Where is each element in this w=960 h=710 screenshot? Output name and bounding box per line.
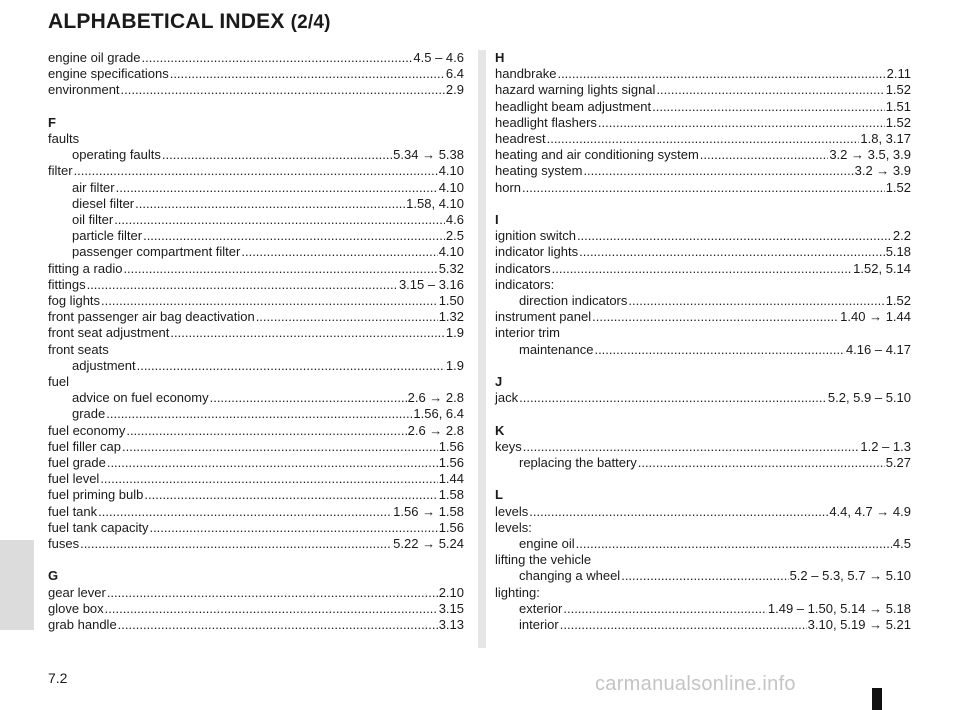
entry-text: fuel economy [48, 422, 126, 438]
dot-leader [592, 309, 839, 325]
spacer [495, 471, 911, 487]
entry-text: passenger compartment filter [72, 244, 241, 260]
entry-text: heating and air conditioning system [495, 147, 699, 163]
index-entry [495, 244, 911, 260]
entry-page-reference: 1.58 [438, 487, 464, 503]
dot-leader [579, 244, 885, 260]
entry-text: fog lights [48, 293, 101, 309]
dot-leader [522, 180, 885, 196]
dot-leader [577, 228, 892, 244]
entry-page-reference: 1.56 [438, 438, 464, 454]
entry-text: heating system [495, 163, 583, 179]
entry-page-reference: 1.40 → 1.44 [840, 309, 911, 325]
entry-text: exterior [519, 600, 563, 616]
dot-leader [638, 455, 885, 471]
dot-leader [210, 390, 407, 406]
entry-text: fuel grade [48, 455, 106, 471]
entry-text: fuel filler cap [48, 438, 121, 454]
entry-text: ignition switch [495, 228, 576, 244]
entry-page-reference: 1.56 → 1.58 [393, 503, 464, 519]
entry-page-reference: 1.8, 3.17 [860, 131, 911, 147]
entry-text: hazard warning lights signal [495, 82, 656, 98]
index-subentry [495, 342, 911, 358]
entry-page-reference: 2.9 [445, 82, 464, 98]
entry-text: fuel tank capacity [48, 519, 149, 535]
index-letter-heading: K [495, 422, 505, 438]
index-entry [48, 163, 464, 179]
dot-leader [122, 439, 438, 455]
entry-text: adjustment [72, 357, 136, 373]
dot-leader [523, 439, 860, 455]
entry-text: diesel filter [72, 195, 135, 211]
dot-leader [118, 617, 438, 633]
entry-text: horn [495, 179, 522, 195]
dot-leader [101, 293, 438, 309]
index-term: levels: [495, 519, 532, 535]
entry-text: filter [48, 163, 73, 179]
index-entry [48, 601, 464, 617]
index-letter-heading: F [48, 114, 56, 130]
index-subentry [48, 358, 464, 374]
dot-leader [80, 536, 392, 552]
entry-page-reference: 1.52 [885, 179, 911, 195]
entry-text: front passenger air bag deactivation [48, 309, 255, 325]
index-subentry [48, 228, 464, 244]
entry-page-reference: 5.27 [885, 455, 911, 471]
index-column-left [48, 50, 464, 633]
index-subentry [495, 536, 911, 552]
dot-leader [143, 228, 445, 244]
index-entry [48, 50, 464, 66]
entry-text: gear lever [48, 584, 106, 600]
entry-text: engine oil [519, 536, 575, 552]
dot-leader [594, 342, 844, 358]
dot-leader [137, 358, 445, 374]
index-entry [495, 180, 911, 196]
dot-leader [170, 66, 445, 82]
index-entry [48, 504, 464, 520]
index-subentry [495, 568, 911, 584]
watermark: carmanualsonline.info [595, 673, 796, 695]
page-title [48, 10, 331, 34]
entry-text: oil filter [72, 212, 114, 228]
index-entry [48, 471, 464, 487]
dot-leader [100, 471, 437, 487]
index-term: faults [48, 131, 80, 146]
index-term: fuel [48, 374, 69, 390]
dot-leader [560, 617, 807, 633]
index-subentry [495, 293, 911, 309]
dot-leader [121, 82, 445, 98]
entry-text: operating faults [72, 147, 161, 163]
entry-page-reference: 4.5 [892, 536, 911, 552]
index-term: lighting: [495, 584, 540, 600]
entry-text: jack [495, 390, 519, 406]
entry-text: grade [72, 406, 106, 422]
index-column-right [495, 50, 911, 633]
entry-page-reference: 3.15 – 3.16 [398, 276, 464, 292]
entry-text: fuel tank [48, 503, 98, 519]
entry-text: fuses [48, 536, 80, 552]
index-entry [48, 455, 464, 471]
dot-leader [621, 568, 788, 584]
dot-leader [123, 261, 437, 277]
dot-leader [135, 196, 405, 212]
entry-page-reference: 1.58, 4.10 [406, 195, 464, 211]
index-entry [48, 293, 464, 309]
entry-text: direction indicators [519, 293, 628, 309]
index-entry [495, 228, 911, 244]
index-entry [495, 147, 911, 163]
index-entry [48, 82, 464, 98]
index-entry [495, 163, 911, 179]
page-title-text: ALPHABETICAL INDEX [48, 10, 285, 33]
entry-page-reference: 1.2 – 1.3 [860, 438, 911, 454]
dot-leader [557, 66, 885, 82]
entry-text: headlight beam adjustment [495, 98, 652, 114]
spacer [495, 406, 911, 422]
entry-text: headrest [495, 131, 546, 147]
index-letter-heading: J [495, 374, 503, 390]
index-term: interior trim [495, 325, 561, 341]
entry-page-reference: 2.5 [445, 228, 464, 244]
dot-leader [241, 244, 437, 260]
spacer [495, 358, 911, 374]
entry-text: fitting a radio [48, 260, 123, 276]
index-subentry [48, 244, 464, 260]
entry-page-reference: 5.22 → 5.24 [393, 536, 464, 552]
dot-leader [256, 309, 438, 325]
index-entry [48, 277, 464, 293]
index-entry [495, 390, 911, 406]
index-entry [48, 520, 464, 536]
entry-page-reference: 1.56, 6.4 [413, 406, 464, 422]
dot-leader [519, 390, 827, 406]
column-divider [478, 50, 486, 648]
index-entry [48, 617, 464, 633]
index-entry [495, 99, 911, 115]
entry-text: environment [48, 82, 120, 98]
entry-page-reference: 1.56 [438, 455, 464, 471]
index-entry [495, 66, 911, 82]
entry-text: particle filter [72, 228, 143, 244]
index-term: indicators: [495, 276, 555, 292]
entry-page-reference: 4.4, 4.7 → 4.9 [829, 503, 911, 519]
entry-page-reference: 4.10 [438, 244, 464, 260]
entry-page-reference: 2.6 → 2.8 [407, 422, 464, 438]
index-letter-heading: G [48, 568, 59, 584]
entry-text: changing a wheel [519, 568, 621, 584]
entry-page-reference: 6.4 [445, 66, 464, 82]
index-subentry [48, 196, 464, 212]
index-subentry [48, 212, 464, 228]
dot-leader [126, 423, 406, 439]
index-entry [48, 585, 464, 601]
index-letter-heading: L [495, 487, 503, 503]
entry-page-reference: 5.34 → 5.38 [393, 147, 464, 163]
dot-leader [144, 487, 437, 503]
index-term: lifting the vehicle [495, 552, 592, 568]
entry-page-reference: 1.52 [885, 114, 911, 130]
entry-page-reference: 2.6 → 2.8 [407, 390, 464, 406]
entry-page-reference: 1.50 [438, 293, 464, 309]
entry-page-reference: 3.2 → 3.9 [854, 163, 911, 179]
index-entry [48, 66, 464, 82]
index-entry [495, 261, 911, 277]
index-entry [495, 82, 911, 98]
index-letter-heading: I [495, 212, 499, 228]
entry-page-reference: 1.51 [885, 98, 911, 114]
index-subentry [48, 390, 464, 406]
spacer [48, 552, 464, 568]
entry-page-reference: 4.6 [445, 212, 464, 228]
page-number: 7.2 [48, 670, 68, 686]
dot-leader [547, 131, 860, 147]
dot-leader [170, 325, 445, 341]
entry-text: engine oil grade [48, 50, 141, 65]
entry-page-reference: 2.2 [892, 228, 911, 244]
entry-page-reference: 5.32 [438, 260, 464, 276]
dot-leader [106, 406, 412, 422]
dot-leader [628, 293, 884, 309]
dot-leader [105, 601, 438, 617]
index-entry [48, 439, 464, 455]
spacer [495, 196, 911, 212]
entry-page-reference: 4.5 – 4.6 [413, 50, 464, 65]
index-entry [495, 439, 911, 455]
index-subentry [48, 147, 464, 163]
entry-text: levels [495, 503, 529, 519]
entry-page-reference: 1.9 [445, 325, 464, 341]
entry-page-reference: 3.15 [438, 600, 464, 616]
entry-text: engine specifications [48, 66, 169, 82]
entry-text: replacing the battery [519, 455, 637, 471]
index-term: front seats [48, 341, 109, 357]
entry-text: instrument panel [495, 309, 592, 325]
index-entry [48, 309, 464, 325]
dot-leader [74, 163, 438, 179]
dot-leader [162, 147, 392, 163]
spacer [48, 99, 464, 115]
entry-page-reference: 5.2 – 5.3, 5.7 → 5.10 [789, 568, 911, 584]
section-tab-marker [0, 540, 34, 630]
page-title-part: (2/4) [290, 12, 331, 33]
entry-text: fittings [48, 276, 86, 292]
dot-leader [700, 147, 829, 163]
entry-text: headlight flashers [495, 114, 597, 130]
entry-text: glove box [48, 600, 104, 616]
entry-page-reference: 1.52 [885, 293, 911, 309]
dot-leader [563, 601, 767, 617]
dot-leader [149, 520, 437, 536]
index-entry [48, 325, 464, 341]
entry-page-reference: 4.10 [438, 163, 464, 179]
index-entry [495, 115, 911, 131]
index-subentry [495, 617, 911, 633]
entry-page-reference: 2.10 [438, 584, 464, 600]
entry-text: handbrake [495, 66, 557, 82]
index-subentry [48, 180, 464, 196]
entry-text: front seat adjustment [48, 325, 170, 341]
dot-leader [598, 115, 885, 131]
entry-page-reference: 1.44 [438, 471, 464, 487]
dot-leader [98, 504, 392, 520]
entry-page-reference: 2.11 [886, 66, 911, 82]
entry-text: interior [519, 617, 559, 633]
index-entry [48, 423, 464, 439]
index-letter-heading: H [495, 50, 505, 65]
dot-leader [114, 212, 445, 228]
entry-text: air filter [72, 179, 115, 195]
corner-mark [872, 688, 882, 710]
dot-leader [87, 277, 398, 293]
entry-text: advice on fuel economy [72, 390, 209, 406]
index-entry [48, 261, 464, 277]
index-subentry [495, 601, 911, 617]
dot-leader [583, 163, 853, 179]
entry-text: fuel priming bulb [48, 487, 144, 503]
entry-text: indicators [495, 260, 551, 276]
dot-leader [107, 585, 438, 601]
entry-page-reference: 1.9 [445, 357, 464, 373]
dot-leader [116, 180, 438, 196]
entry-text: indicator lights [495, 244, 579, 260]
dot-leader [142, 50, 413, 66]
index-entry [48, 536, 464, 552]
entry-page-reference: 5.18 [885, 244, 911, 260]
dot-leader [529, 504, 828, 520]
entry-page-reference: 5.2, 5.9 – 5.10 [827, 390, 911, 406]
dot-leader [576, 536, 892, 552]
dot-leader [107, 455, 438, 471]
entry-page-reference: 3.2 → 3.5, 3.9 [829, 147, 911, 163]
dot-leader [652, 99, 885, 115]
entry-text: maintenance [519, 341, 594, 357]
dot-leader [552, 261, 853, 277]
entry-text: fuel level [48, 471, 100, 487]
index-subentry [48, 406, 464, 422]
entry-page-reference: 1.52 [885, 82, 911, 98]
dot-leader [656, 82, 884, 98]
index-entry [495, 504, 911, 520]
entry-page-reference: 3.13 [438, 617, 464, 633]
entry-page-reference: 3.10, 5.19 → 5.21 [807, 617, 911, 633]
entry-page-reference: 1.49 – 1.50, 5.14 → 5.18 [767, 600, 911, 616]
index-entry [495, 309, 911, 325]
entry-text: grab handle [48, 617, 117, 633]
index-entry [495, 131, 911, 147]
entry-text: keys [495, 438, 522, 454]
entry-page-reference: 4.10 [438, 179, 464, 195]
entry-page-reference: 1.56 [438, 519, 464, 535]
entry-page-reference: 4.16 – 4.17 [845, 341, 911, 357]
index-subentry [495, 455, 911, 471]
index-entry [48, 487, 464, 503]
entry-page-reference: 1.52, 5.14 [853, 260, 911, 276]
entry-page-reference: 1.32 [438, 309, 464, 325]
